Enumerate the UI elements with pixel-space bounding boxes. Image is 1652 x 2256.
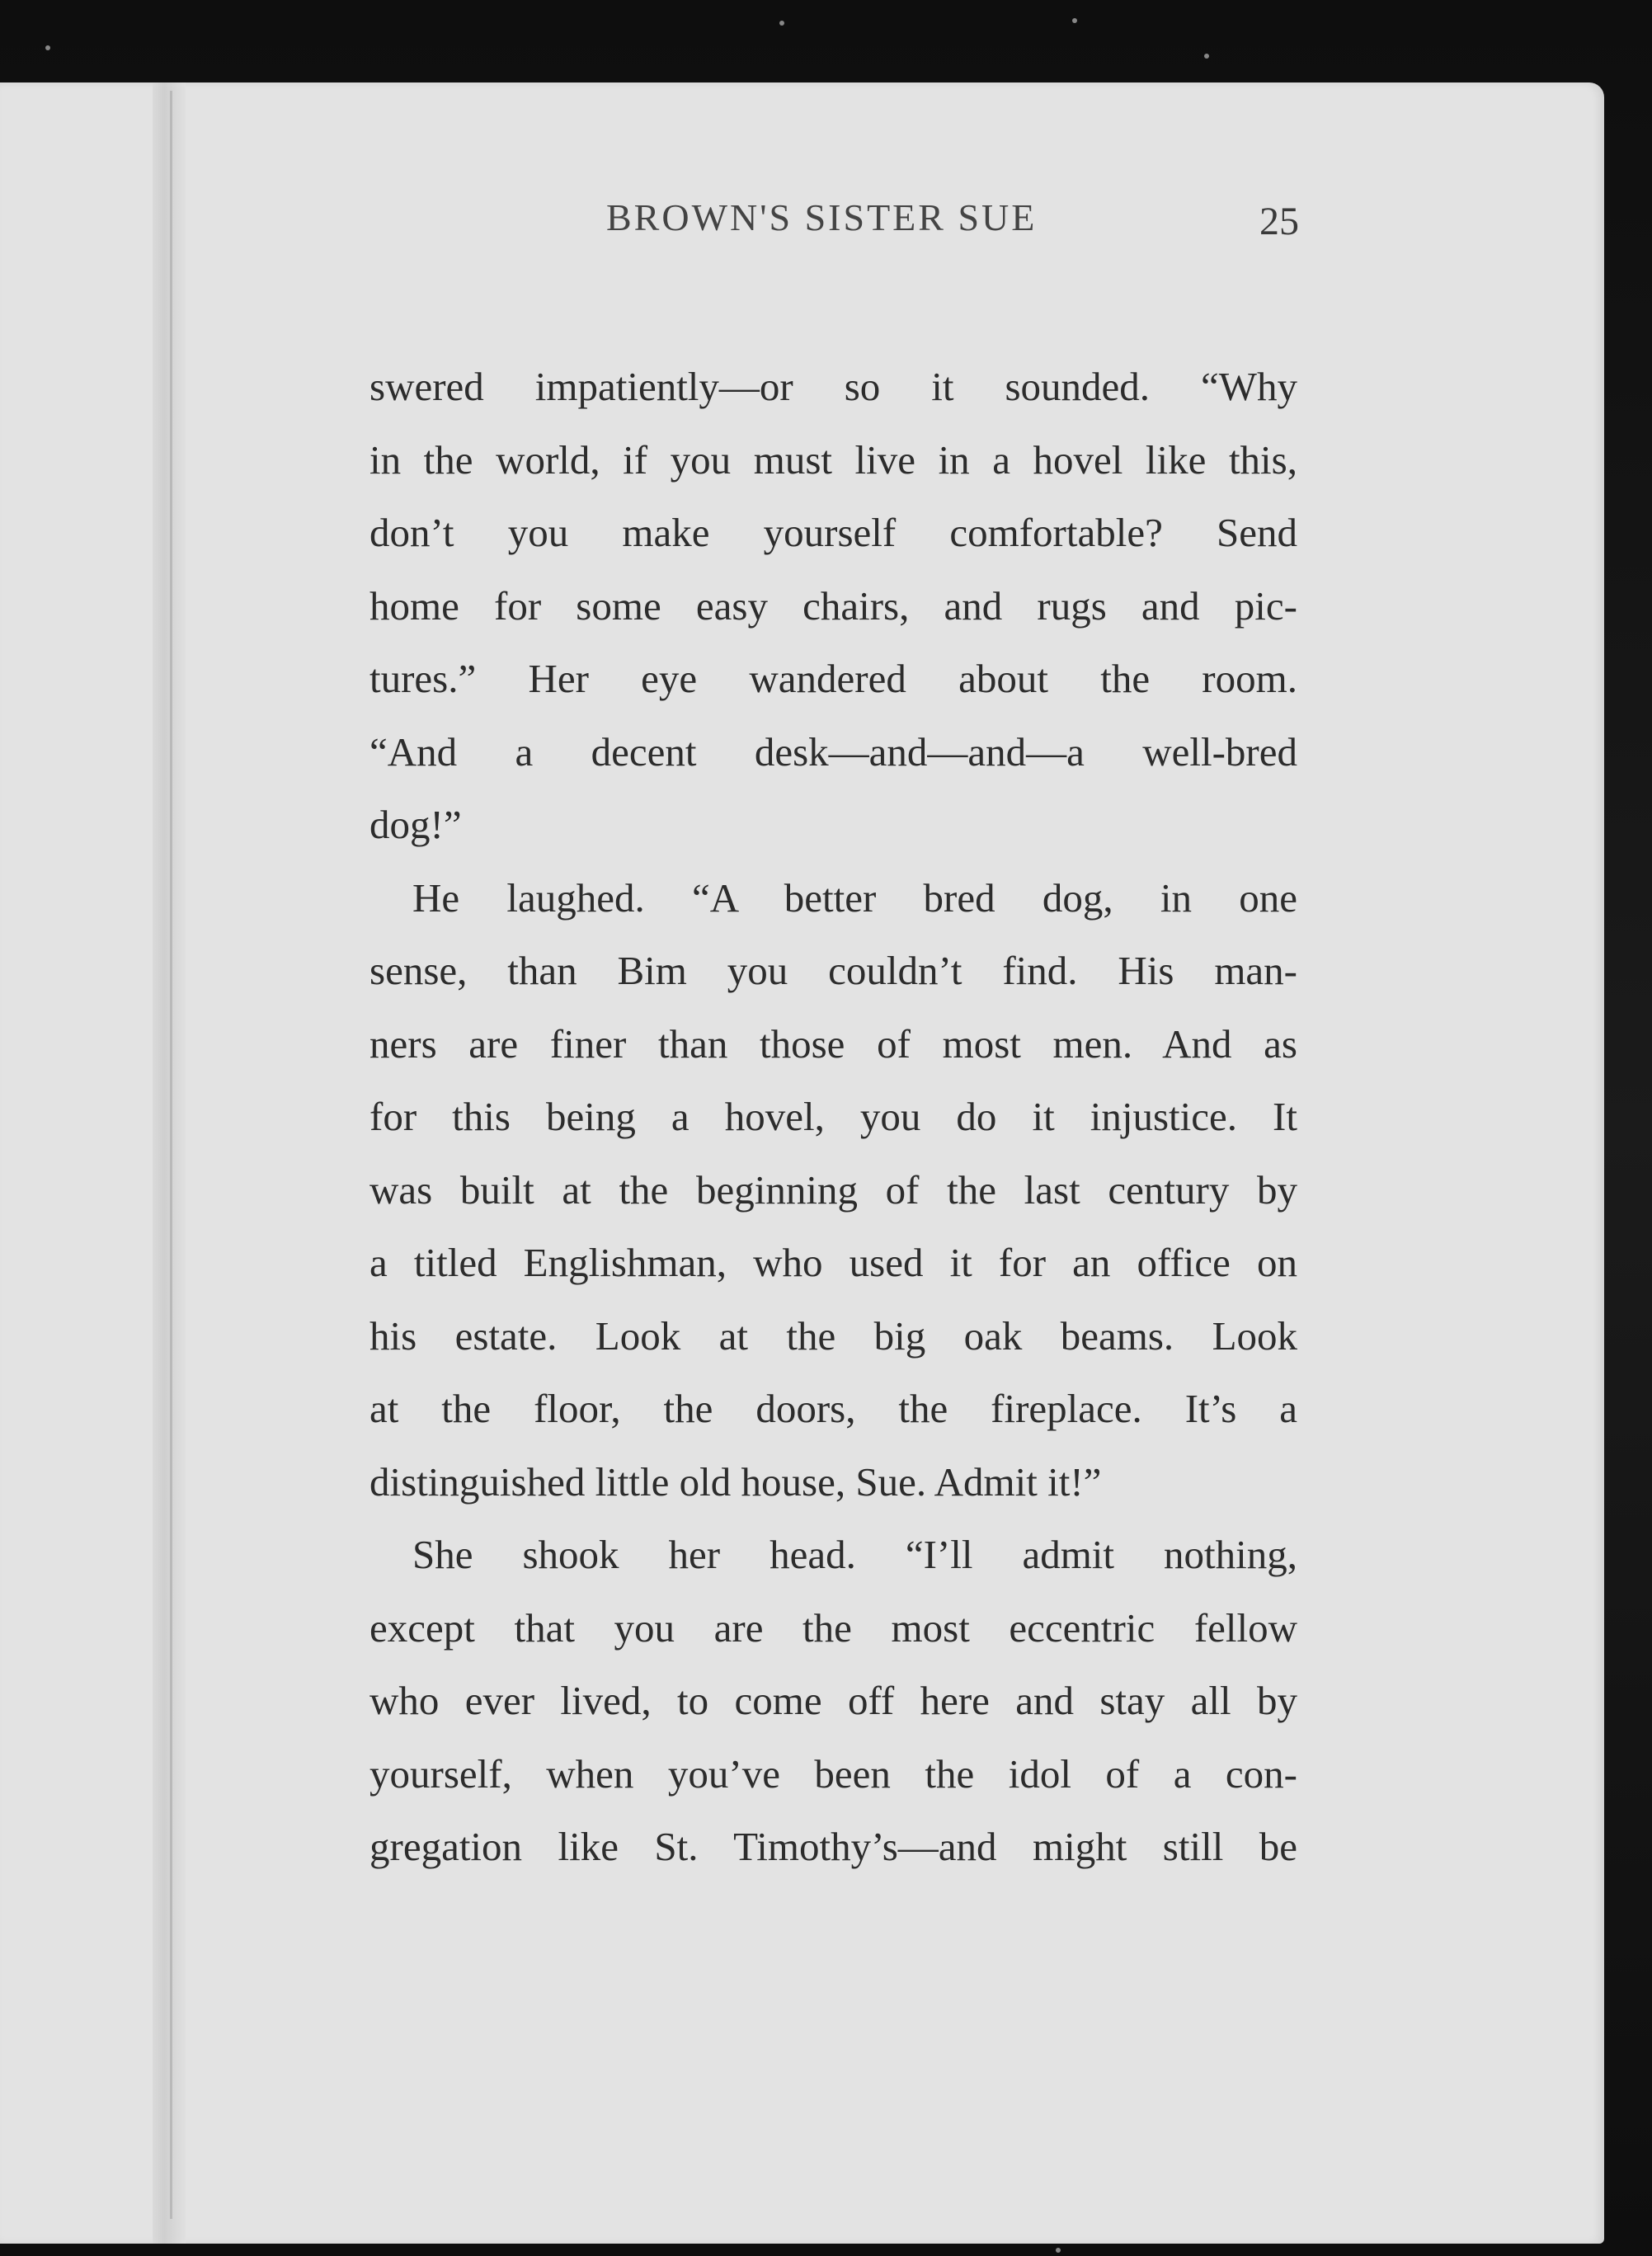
- scan-speck: [45, 45, 50, 50]
- text-line: his estate. Look at the big oak beams. Look: [369, 1312, 1297, 1359]
- binding-edge: [170, 91, 172, 2219]
- page-number: 25: [1259, 200, 1299, 243]
- text-line: home for some easy chairs, and rugs and pic-: [369, 582, 1297, 629]
- text-line: except that you are the most eccentric fellow: [369, 1604, 1297, 1651]
- text-line: in the world, if you must live in a hovel like this,: [369, 436, 1297, 483]
- scan-speck: [1056, 2248, 1061, 2253]
- text-line: gregation like St. Timothy’s—and might still be: [369, 1824, 1297, 1869]
- text-line: She shook her head. “I’ll admit nothing,: [412, 1532, 1297, 1577]
- text-line: sense, than Bim you couldn’t find. His man-: [369, 948, 1297, 993]
- text-line: dog!”: [369, 802, 462, 847]
- text-line: at the floor, the doors, the fireplace. It’s a: [369, 1386, 1297, 1431]
- page-header: [363, 195, 1299, 261]
- text-line: “And a decent desk—and—and—a well-bred: [369, 728, 1297, 775]
- text-line: swered impatiently—or so it sounded. “Why: [369, 364, 1297, 409]
- text-line: was built at the beginning of the last century by: [369, 1166, 1297, 1213]
- scan-speck: [1072, 18, 1077, 23]
- page-gutter: [153, 82, 186, 2244]
- scan-speck: [1204, 54, 1209, 59]
- text-line: tures.” Her eye wandered about the room.: [369, 656, 1297, 701]
- text-line: who ever lived, to come off here and stay all by: [369, 1678, 1297, 1723]
- text-line: ners are finer than those of most men. And as: [369, 1020, 1297, 1067]
- text-line: don’t you make yourself comfortable? Send: [369, 510, 1297, 555]
- scan-speck: [779, 21, 784, 26]
- body-text: [369, 351, 1297, 1884]
- text-line: for this being a hovel, you do it injustice. It: [369, 1094, 1297, 1139]
- running-head: BROWN'S SISTER SUE: [606, 196, 1038, 238]
- text-line: a titled Englishman, who used it for an office on: [369, 1240, 1297, 1285]
- text-line: yourself, when you’ve been the idol of a con-: [369, 1750, 1297, 1797]
- text-line: distinguished little old house, Sue. Admit it!”: [369, 1458, 1102, 1505]
- text-line: He laughed. “A better bred dog, in one: [412, 874, 1297, 921]
